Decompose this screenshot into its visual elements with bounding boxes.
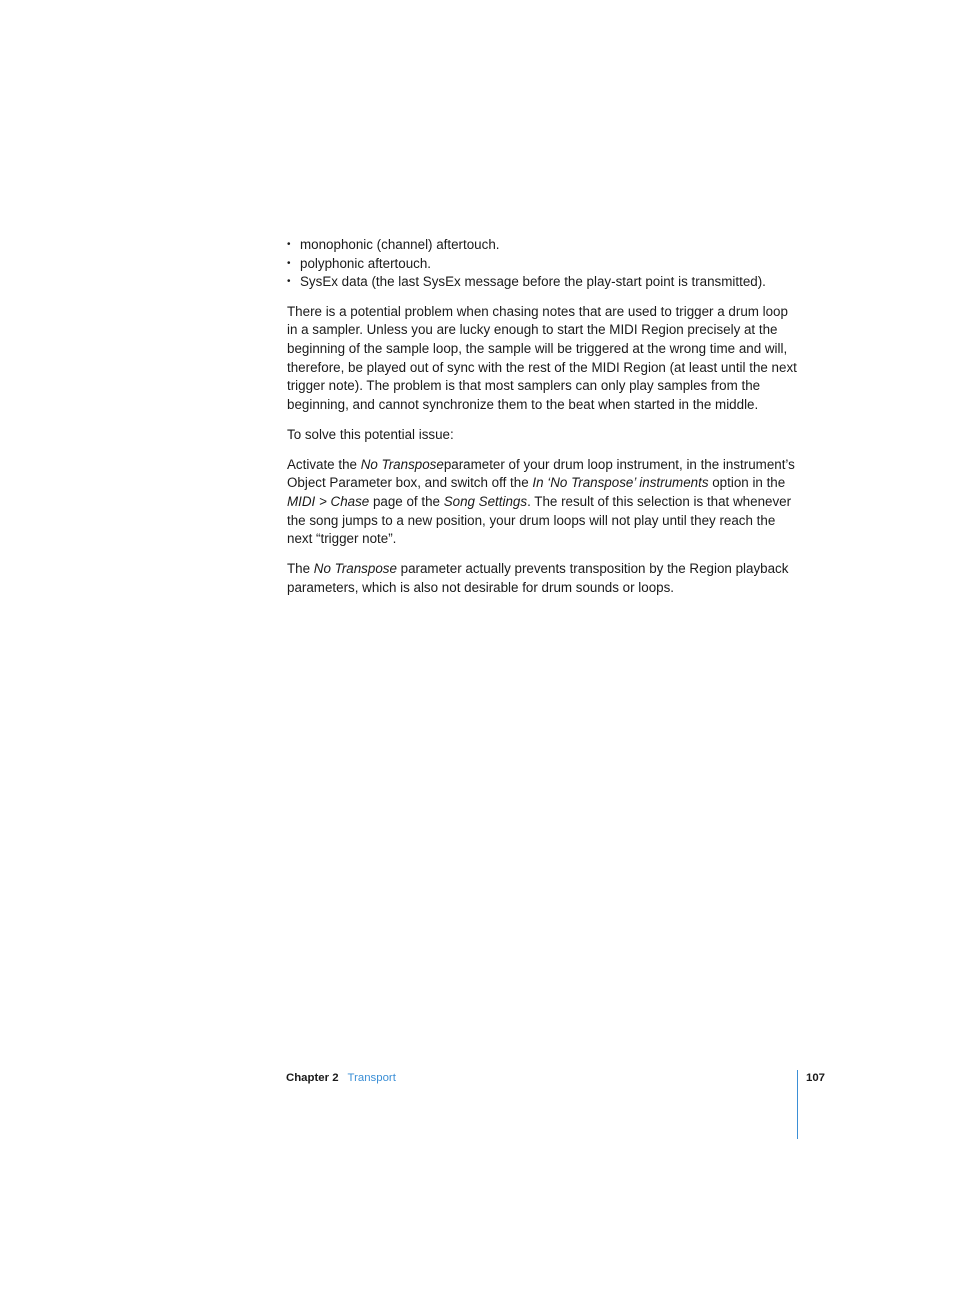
list-item: • monophonic (channel) aftertouch. xyxy=(287,236,799,255)
paragraph-activate xyxy=(287,456,799,549)
paragraph-problem: There is a potential problem when chasing notes that are used to trigger a drum loop in a sampler. Unless you are lucky enough to start the MIDI Region precisely at the beginning of the sample loop, the sample will be triggered at the wrong time and will, therefore, be played out of sync with the rest of the MIDI Region (at least until the next trigger note). The problem is that most samplers can only play samples from the beginning, and cannot synchronize them to the beat when started in the middle. xyxy=(287,303,797,412)
list-item: • polyphonic aftertouch. xyxy=(287,255,799,274)
text-run: option in the xyxy=(708,475,786,491)
chapter-label: Chapter 2 xyxy=(286,1072,339,1084)
main-content xyxy=(287,236,799,609)
list-item: • SysEx data (the last SysEx message before the play-start point is transmitted). xyxy=(287,273,799,292)
text-run: The xyxy=(287,561,314,577)
chapter-title-link[interactable]: Transport xyxy=(347,1072,396,1084)
param-name-no-transpose: No Transpose xyxy=(313,561,397,577)
paragraph-note xyxy=(287,560,799,597)
page-number: 107 xyxy=(806,1072,826,1084)
page-footer xyxy=(286,1070,396,1086)
menu-path: MIDI > Chase xyxy=(287,493,370,509)
settings-name: Song Settings xyxy=(443,493,528,509)
bullet-list xyxy=(287,236,799,292)
param-name-no-transpose: No Transpose xyxy=(360,456,444,472)
footer-divider xyxy=(797,1070,798,1139)
paragraph-solution-intro: To solve this potential issue: xyxy=(287,426,454,442)
text-run: . The result of this selection is that whenever the song jumps to a new position, your drum loops will not play until they reach the next “trigger note”. xyxy=(287,493,792,547)
option-name: In ‘No Transpose’ instruments xyxy=(532,475,709,491)
text-run: Activate the xyxy=(287,456,361,472)
text-run: page of the xyxy=(369,493,444,509)
text-run: parameter of your drum loop instrument, in the instrument’s Object Parameter box, and switch off the xyxy=(287,456,795,491)
text-run: parameter actually prevents transposition by the Region playback parameters, which is also not desirable for drum sounds or loops. xyxy=(287,561,789,595)
